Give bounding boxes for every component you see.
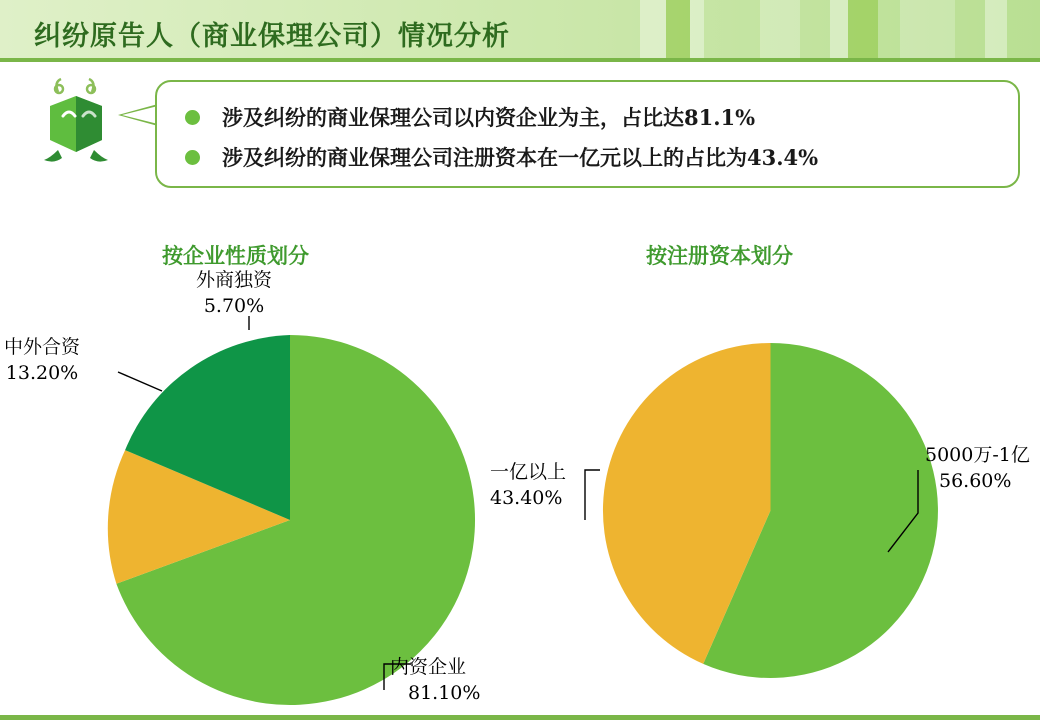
pie-label-above-1yi [490,460,566,511]
list-item [185,142,818,172]
header-stripe [640,0,666,62]
page-header [0,0,1040,62]
pie-label-domestic-value: 81.10% [408,681,481,704]
chart-title-enterprise-type: 按企业性质划分 [162,243,309,268]
summary-callout [155,80,1020,188]
header-stripe [690,0,704,62]
pie-label-foreign-value: 5.70% [203,294,265,317]
pie-label-5000w-1yi [925,443,1030,494]
footer-divider [0,715,1040,720]
header-divider [0,58,1040,62]
header-accent-block [666,0,690,62]
page-title: 纠纷原告人（商业保理公司）情况分析 [34,21,510,52]
callout-pointer-inner [122,106,158,124]
pie-label-above-1yi-name: 一亿以上 [490,461,567,483]
bullet-dot-icon [185,150,200,165]
callout-bullet-text: 涉及纠纷的商业保理公司注册资本在一亿元以上的占比为43.4% [222,145,819,170]
mascot-icon [28,76,124,172]
callout-bullet-text: 涉及纠纷的商业保理公司以内资企业为主，占比达81.1% [222,105,756,130]
pie-label-5000w-1yi-value: 56.60% [939,469,1012,492]
pie-label-5000w-1yi-name: 5000万-1亿 [925,444,1030,466]
header-stripe [760,0,800,62]
pie-label-joint-venture-value: 13.20% [5,361,79,384]
header-stripe [900,0,955,62]
bullet-dot-icon [185,110,200,125]
pie-label-foreign-name: 外商独资 [196,269,273,291]
chart-title-registered-capital: 按注册资本划分 [646,243,793,268]
pie-label-above-1yi-value: 43.40% [490,486,563,509]
pie-label-domestic [390,655,480,706]
pie-label-joint-venture-name: 中外合资 [4,336,81,358]
pie-chart-registered-capital [598,338,943,683]
header-stripe [985,0,1007,62]
pie-label-foreign [196,268,272,319]
list-item [185,102,755,132]
header-accent-block [848,0,878,62]
header-stripe [830,0,848,62]
pie-label-domestic-name: 内资企业 [390,656,467,678]
pie-label-joint-venture [4,335,80,386]
